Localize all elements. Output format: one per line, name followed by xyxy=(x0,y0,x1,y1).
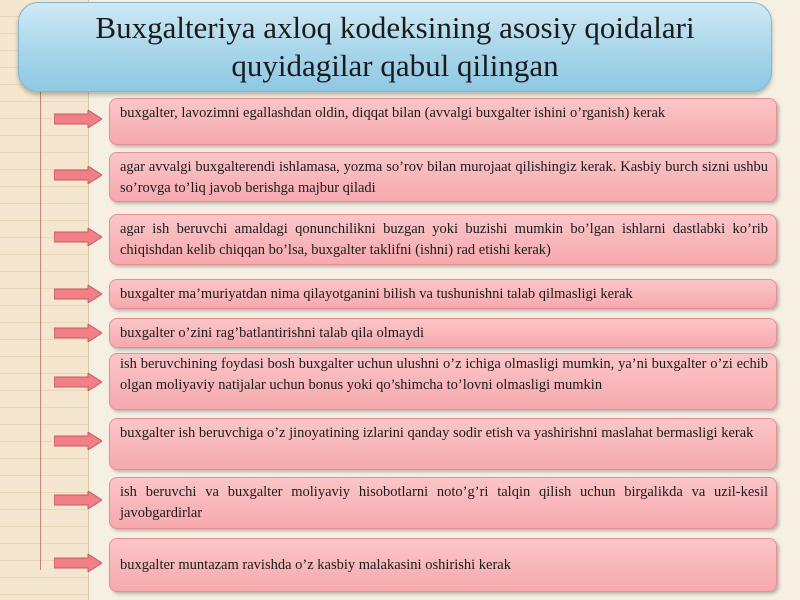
list-item-text: buxgalter muntazam ravishda o’z kasbiy malakasini oshirishi kerak xyxy=(109,538,777,592)
list-item-text: ish beruvchi va buxgalter moliyaviy hisobotlarni noto’g’ri talqin qilish uchun birgalikda va uzil-kesil javobgardirlar xyxy=(109,477,777,529)
arrow-right-icon xyxy=(54,554,102,572)
arrow-right-icon xyxy=(54,373,102,391)
arrow-right-icon xyxy=(54,324,102,342)
list-item-text: agar avvalgi buxgalterendi ishlamasa, yozma so’rov bilan murojaat qilishingiz kerak. Kasbiy burch sizni ushbu so’rovga to’liq javob berishga majbur qiladi xyxy=(109,152,777,202)
arrow-right-icon xyxy=(54,110,102,128)
slide-title xyxy=(95,9,694,85)
arrow-right-icon xyxy=(54,166,102,184)
list-item-text: buxgalter o’zini rag’batlantirishni talab qila olmaydi xyxy=(109,318,777,348)
margin-line xyxy=(40,86,41,570)
arrow-right-icon xyxy=(54,432,102,450)
arrow-right-icon xyxy=(54,285,102,303)
title-banner xyxy=(18,2,772,92)
title-line-1: Buxgalteriya axloq kodeksining asosiy qoidalari xyxy=(95,10,695,45)
list-item-text: buxgalter, lavozimni egallashdan oldin, diqqat bilan (avvalgi buxgalter ishini o’rganish) kerak xyxy=(109,98,777,145)
list-item-text: buxgalter ma’muriyatdan nima qilayotganini bilish va tushunishni talab qilmasligi kerak xyxy=(109,279,777,309)
arrow-right-icon xyxy=(54,228,102,246)
title-line-2: quyidagilar qabul qilingan xyxy=(231,48,559,83)
arrow-right-icon xyxy=(54,491,102,509)
list-item-text: agar ish beruvchi amaldagi qonunchilikni buzgan yoki buzishi mumkin bo’lgan ishlarni dastlabki ko’rib chiqishdan kelib chiqqan bo’lsa, buxgalter taklifni (ishni) rad etishi kerak) xyxy=(109,214,777,265)
list-item-text: buxgalter ish beruvchiga o’z jinoyatining izlarini qanday sodir etish va yashirishni maslahat bermasligi kerak xyxy=(109,418,777,470)
list-item-text: ish beruvchining foydasi bosh buxgalter uchun ulushni o’z ichiga olmasligi mumkin, ya’ni buxgalter o’zi echib olgan moliyaviy natijalar uchun bonus yoki qo’shimcha to’lovni olmasligi mumkin xyxy=(109,353,777,410)
